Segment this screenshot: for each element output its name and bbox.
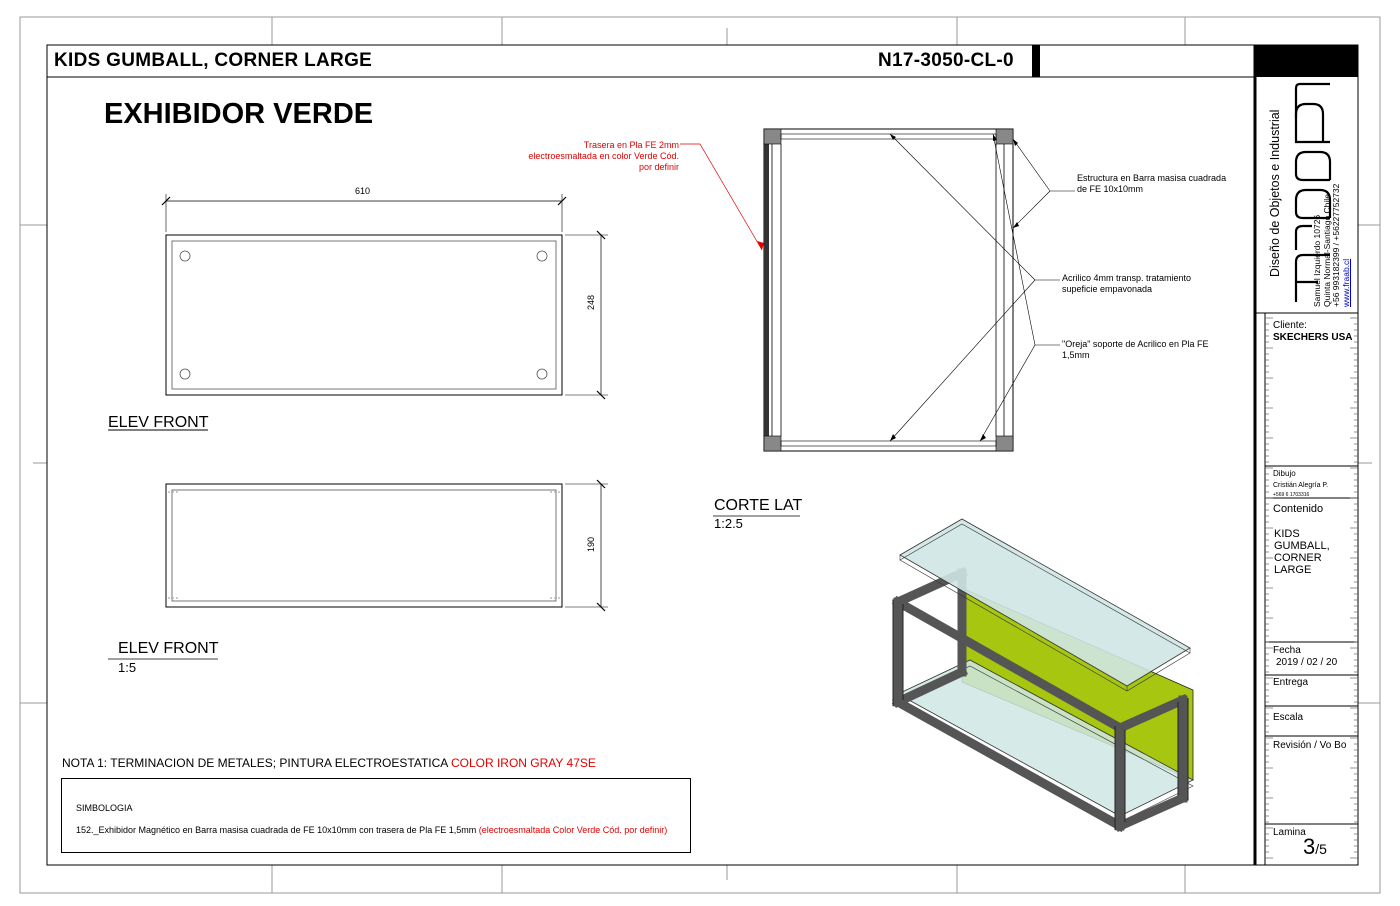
contenido-line-4: LARGE xyxy=(1274,564,1312,576)
annotation-estructura xyxy=(1077,173,1226,195)
fecha-label: Fecha xyxy=(1273,645,1301,656)
address-phones: +56 993182399 / +56227752732 xyxy=(1331,183,1341,307)
tb-ruler-ticks xyxy=(1265,318,1358,858)
dibujo-name: Cristián Alegría P. xyxy=(1273,482,1329,489)
company-website-link[interactable]: www.fraab.cl xyxy=(1340,258,1351,307)
annotation-estructura-line2: de FE 10x10mm xyxy=(1077,184,1144,194)
address-line-2: Quinta Normal-Santiago Chile xyxy=(1321,194,1332,307)
annotation-oreja-line2: 1,5mm xyxy=(1062,350,1090,360)
lamina-number xyxy=(1303,834,1327,860)
simbologia-item-highlight: (electroesmaltada Color Verde Cód. por definir) xyxy=(478,825,668,835)
dibujo-phone: +569 6 1703316 xyxy=(1273,492,1310,498)
contenido-line-2: GUMBALL, xyxy=(1274,540,1330,552)
front-view-drawing xyxy=(108,480,608,659)
top-view-drawing xyxy=(108,194,608,430)
annotation-oreja xyxy=(1062,339,1208,361)
dibujo-label: Dibujo xyxy=(1273,469,1296,478)
finish-note xyxy=(62,756,596,770)
isometric-view-drawing xyxy=(893,519,1193,830)
annotation-trasera xyxy=(500,140,679,173)
top-width-dimension: 610 xyxy=(355,186,371,196)
front-view-scale: 1:5 xyxy=(118,660,137,675)
section-view-drawing xyxy=(680,129,1075,516)
annotation-trasera-line1: Trasera en Pla FE 2mm xyxy=(583,140,679,150)
lamina-current: 3 xyxy=(1303,834,1316,859)
annotation-acrilico-line1: Acrilico 4mm transp. tratamiento xyxy=(1062,273,1192,283)
contenido-label: Contenido xyxy=(1273,503,1324,515)
sheet-title: KIDS GUMBALL, CORNER LARGE xyxy=(54,50,373,71)
title-block-black-band xyxy=(1255,45,1358,77)
front-height-dimension: 190 xyxy=(586,536,596,552)
annotation-acrilico xyxy=(1062,273,1191,295)
escala-label: Escala xyxy=(1273,712,1304,723)
address-line-1: Samuel Izquierdo 10726 xyxy=(1312,214,1322,307)
top-height-dimension: 248 xyxy=(586,294,596,310)
lamina-label: Lamina xyxy=(1273,827,1306,838)
entrega-label: Entrega xyxy=(1273,677,1309,688)
section-view-scale: 1:2.5 xyxy=(714,516,743,531)
finish-note-text: NOTA 1: TERMINACION DE METALES; PINTURA ELECTROESTATICA xyxy=(62,756,451,770)
lamina-total: /5 xyxy=(1315,841,1327,857)
simbologia-box xyxy=(61,778,691,853)
contenido-line-3: CORNER xyxy=(1274,552,1322,564)
annotation-oreja-line1: "Oreja" soporte de Acrilico en Pla FE xyxy=(1062,339,1209,349)
revision-label: Revisión / Vo Bo xyxy=(1273,740,1347,751)
simbologia-item xyxy=(76,825,667,835)
section-view-label: CORTE LAT xyxy=(714,497,803,514)
annotation-trasera-line3: por definir xyxy=(638,162,679,172)
finish-note-color: COLOR IRON GRAY 47SE xyxy=(450,756,596,770)
fecha-value: 2019 / 02 / 20 xyxy=(1276,657,1338,668)
annotation-acrilico-line2: supeficie empavonada xyxy=(1062,284,1153,294)
cliente-value: SKECHERS USA xyxy=(1273,332,1353,343)
annotation-estructura-line1: Estructura en Barra masisa cuadrada xyxy=(1077,173,1227,183)
simbologia-item-text: 152._Exhibidor Magnético en Barra masisa cuadrada de FE 10x10mm con trasera de Pla FE 1,5mm xyxy=(76,825,479,835)
company-tagline: Diseño de Objetos e Industrial xyxy=(1268,109,1282,277)
company-address xyxy=(1313,184,1351,307)
annotation-trasera-line2: electroesmaltada en color Verde Cód. xyxy=(528,151,679,161)
simbologia-title: SIMBOLOGIA xyxy=(76,803,133,813)
cliente-label: Cliente: xyxy=(1273,320,1307,331)
drawing-code: N17-3050-CL-0 xyxy=(878,50,1014,71)
front-view-label: ELEV FRONT xyxy=(118,640,219,657)
header-code-bar xyxy=(1032,45,1040,77)
top-view-label: ELEV FRONT xyxy=(108,414,209,431)
main-title: EXHIBIDOR VERDE xyxy=(104,98,374,130)
contenido-line-1: KIDS xyxy=(1274,528,1300,540)
contenido-value xyxy=(1274,528,1330,576)
